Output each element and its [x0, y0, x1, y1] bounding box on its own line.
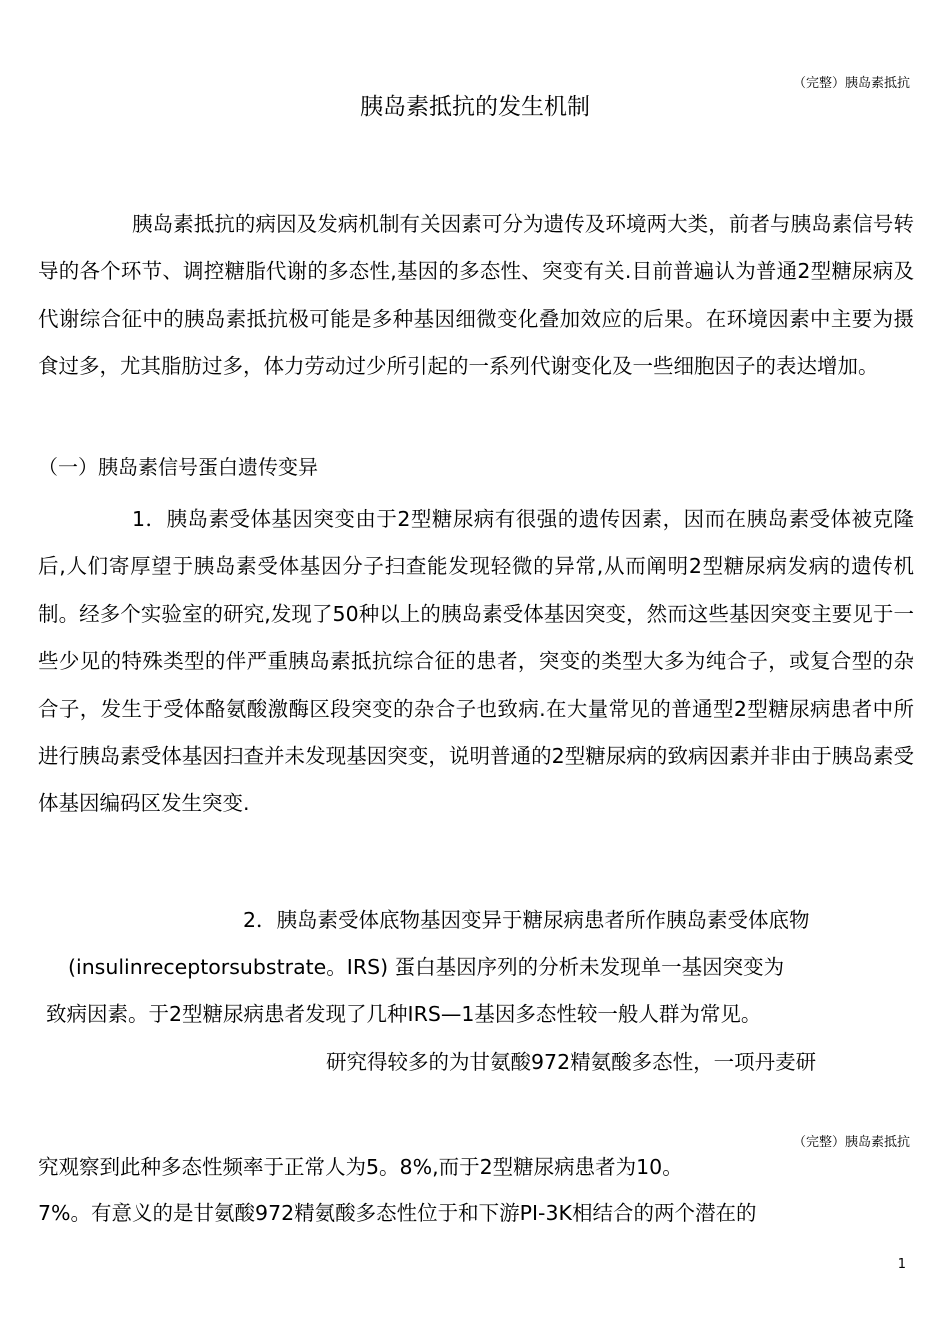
document-title: 胰岛素抵抗的发生机制 [360, 94, 590, 120]
paragraph-irs-line-1: 2．胰岛素受体底物基因变异于糖尿病患者所作胰岛素受体底物 [243, 908, 810, 932]
paragraph-irs-line-6: 7%。有意义的是甘氨酸972精氨酸多态性位于和下游PI-3K相结合的两个潜在的 [38, 1201, 757, 1225]
page-number: 1 [897, 1257, 906, 1272]
paragraph-insulin-receptor: 1．胰岛素受体基因突变由于2型糖尿病有很强的遗传因素，因而在胰岛素受体被克隆后,人们寄厚望于胰岛素受体基因分子扫查能发现轻微的异常,从而阐明2型糖尿病发病的遗传机制。经多个实验室的研究,发现了50种以上的胰岛素受体基因突变，然而这些基因突变主要见于一些少见的特殊类型的伴严重胰岛素抵抗综合征的患者，突变的类型大多为纯合子，或复合型的杂合子，发生于受体酪氨酸激酶区段突变的杂合子也致病.在大量常见的普通型2型糖尿病患者中所进行胰岛素受体基因扫查并未发现基因突变，说明普通的2型糖尿病的致病因素并非由于胰岛素受体基因编码区发生突变. [38, 507, 914, 816]
paragraph-irs-line-5: 究观察到此种多态性频率于正常人为5。8%,而于2型糖尿病患者为10。 [38, 1155, 683, 1179]
section-heading: （一）胰岛素信号蛋白遗传变异 [38, 455, 318, 479]
paragraph-irs-line-4: 研究得较多的为甘氨酸972精氨酸多态性，一项丹麦研 [326, 1050, 817, 1074]
paragraph-intro: 胰岛素抵抗的病因及发病机制有关因素可分为遗传及环境两大类，前者与胰岛素信号转导的各个环节、调控糖脂代谢的多态性,基因的多态性、突变有关.目前普遍认为普通2型糖尿病及代谢综合征中的胰岛素抵抗极可能是多种基因细微变化叠加效应的后果。在环境因素中主要为摄食过多，尤其脂肪过多，体力劳动过少所引起的一系列代谢变化及一些细胞因子的表达增加。 [38, 212, 914, 379]
running-header-second: （完整）胰岛素抵抗 [792, 1135, 910, 1150]
paragraph-irs-line-2: (insulinreceptorsubstrate。IRS) 蛋白基因序列的分析未发现单一基因突变为 [68, 955, 785, 979]
paragraph-irs-line-3: 致病因素。于2型糖尿病患者发现了几种IRS—1基因多态性较一般人群为常见。 [46, 1002, 762, 1026]
running-header: （完整）胰岛素抵抗 [792, 76, 910, 91]
